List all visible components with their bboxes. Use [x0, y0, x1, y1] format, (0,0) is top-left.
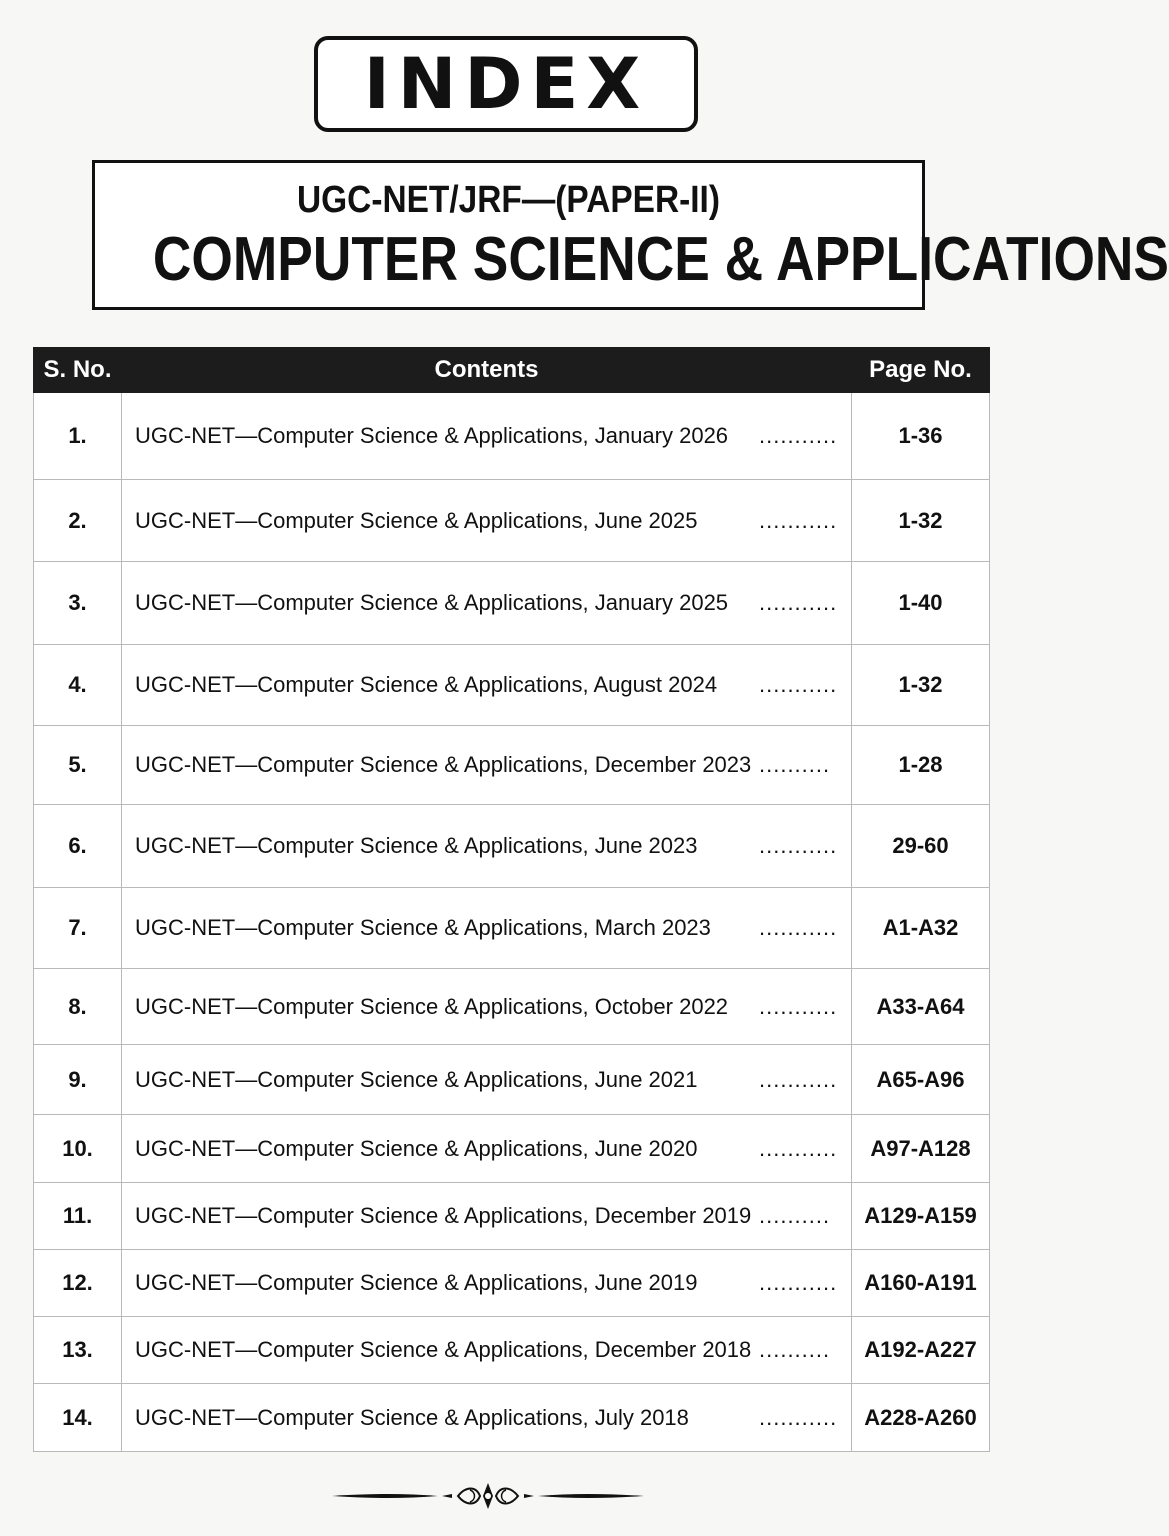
- contents-table: [33, 347, 990, 1452]
- serial-number: 6.: [34, 805, 122, 888]
- content-title: UGC-NET—Computer Science & Applications, June 2023: [135, 833, 698, 858]
- serial-number: 5.: [34, 726, 122, 805]
- leader-dots: ..........: [759, 752, 831, 777]
- content-title: UGC-NET—Computer Science & Applications, December 2023: [135, 752, 752, 777]
- table-row: [34, 1250, 990, 1317]
- table-row: [34, 1115, 990, 1183]
- table-row: [34, 1384, 990, 1452]
- page-range: A129-A159: [852, 1183, 990, 1250]
- serial-number: 1.: [34, 393, 122, 480]
- leader-dots: ...........: [759, 507, 838, 533]
- index-title-box: [314, 36, 698, 132]
- leader-dots: ...........: [759, 672, 838, 697]
- table-row: [34, 1045, 990, 1115]
- page-range: 1-32: [852, 645, 990, 726]
- index-title: INDEX: [363, 43, 649, 125]
- leader-dots: ...........: [759, 423, 838, 448]
- leader-dots: ...........: [759, 915, 838, 940]
- page-range: 1-28: [852, 726, 990, 805]
- content-cell: [122, 805, 852, 888]
- serial-number: 10.: [34, 1115, 122, 1183]
- content-cell: [122, 1384, 852, 1452]
- page-range: A33-A64: [852, 969, 990, 1045]
- serial-number: 9.: [34, 1045, 122, 1115]
- content-cell: [122, 1115, 852, 1183]
- content-title: UGC-NET—Computer Science & Applications, October 2022: [135, 993, 729, 1019]
- content-title: UGC-NET—Computer Science & Applications, August 2024: [135, 672, 718, 697]
- content-cell: [122, 562, 852, 645]
- page-range: A192-A227: [852, 1317, 990, 1384]
- content-title: UGC-NET—Computer Science & Applications, June 2020: [135, 1135, 698, 1161]
- content-cell: [122, 726, 852, 805]
- content-title: UGC-NET—Computer Science & Applications, January 2026: [135, 423, 729, 448]
- leader-dots: ...........: [759, 833, 838, 858]
- table-row: [34, 393, 990, 480]
- content-title: UGC-NET—Computer Science & Applications, June 2025: [135, 507, 698, 533]
- content-cell: [122, 888, 852, 969]
- table-row: [34, 1183, 990, 1250]
- content-cell: [122, 1317, 852, 1384]
- leader-dots: ..........: [759, 1337, 831, 1362]
- serial-number: 13.: [34, 1317, 122, 1384]
- serial-number: 8.: [34, 969, 122, 1045]
- content-title: UGC-NET—Computer Science & Applications, June 2021: [135, 1066, 698, 1092]
- content-title: UGC-NET—Computer Science & Applications, June 2019: [135, 1270, 698, 1295]
- content-title: UGC-NET—Computer Science & Applications, July 2018: [135, 1404, 689, 1430]
- content-cell: [122, 393, 852, 480]
- content-title: UGC-NET—Computer Science & Applications, December 2018: [135, 1337, 752, 1362]
- table-row: [34, 726, 990, 805]
- serial-number: 2.: [34, 480, 122, 562]
- serial-number: 14.: [34, 1384, 122, 1452]
- content-title: UGC-NET—Computer Science & Applications, March 2023: [135, 915, 711, 940]
- leader-dots: ...........: [759, 1135, 838, 1161]
- page-range: A97-A128: [852, 1115, 990, 1183]
- content-title: UGC-NET—Computer Science & Applications, January 2025: [135, 590, 729, 615]
- table-row: [34, 645, 990, 726]
- exam-title: UGC-NET/JRF—(PAPER-II): [297, 179, 720, 221]
- leader-dots: ...........: [759, 1270, 838, 1295]
- column-header-page: Page No.: [852, 348, 990, 393]
- content-cell: [122, 1250, 852, 1317]
- content-cell: [122, 1183, 852, 1250]
- page-range: 1-32: [852, 480, 990, 562]
- page-range: A1-A32: [852, 888, 990, 969]
- serial-number: 12.: [34, 1250, 122, 1317]
- column-header-contents: Contents: [122, 348, 852, 393]
- content-cell: [122, 969, 852, 1045]
- table-row: [34, 805, 990, 888]
- leader-dots: ...........: [759, 1066, 838, 1092]
- content-cell: [122, 645, 852, 726]
- table-row: [34, 888, 990, 969]
- content-cell: [122, 480, 852, 562]
- subject-title: COMPUTER SCIENCE & APPLICATIONS: [152, 225, 1169, 294]
- page-range: A228-A260: [852, 1384, 990, 1452]
- table-row: [34, 562, 990, 645]
- content-cell: [122, 1045, 852, 1115]
- page-range: A65-A96: [852, 1045, 990, 1115]
- table-row: [34, 480, 990, 562]
- leader-dots: ...........: [759, 590, 838, 615]
- serial-number: 3.: [34, 562, 122, 645]
- table-row: [34, 1317, 990, 1384]
- column-header-sno: S. No.: [34, 348, 122, 393]
- page-range: 1-36: [852, 393, 990, 480]
- table-row: [34, 969, 990, 1045]
- serial-number: 4.: [34, 645, 122, 726]
- content-title: UGC-NET—Computer Science & Applications, December 2019: [135, 1203, 752, 1228]
- leader-dots: ..........: [759, 1203, 831, 1228]
- subject-box: [92, 160, 1169, 310]
- page-range: 29-60: [852, 805, 990, 888]
- table-header-row: [34, 348, 990, 393]
- leader-dots: ...........: [759, 1404, 838, 1430]
- page-range: 1-40: [852, 562, 990, 645]
- serial-number: 7.: [34, 888, 122, 969]
- decorative-flourish-icon: [330, 1480, 646, 1512]
- leader-dots: ...........: [759, 993, 838, 1019]
- serial-number: 11.: [34, 1183, 122, 1250]
- page-range: A160-A191: [852, 1250, 990, 1317]
- table-body: [34, 393, 990, 1452]
